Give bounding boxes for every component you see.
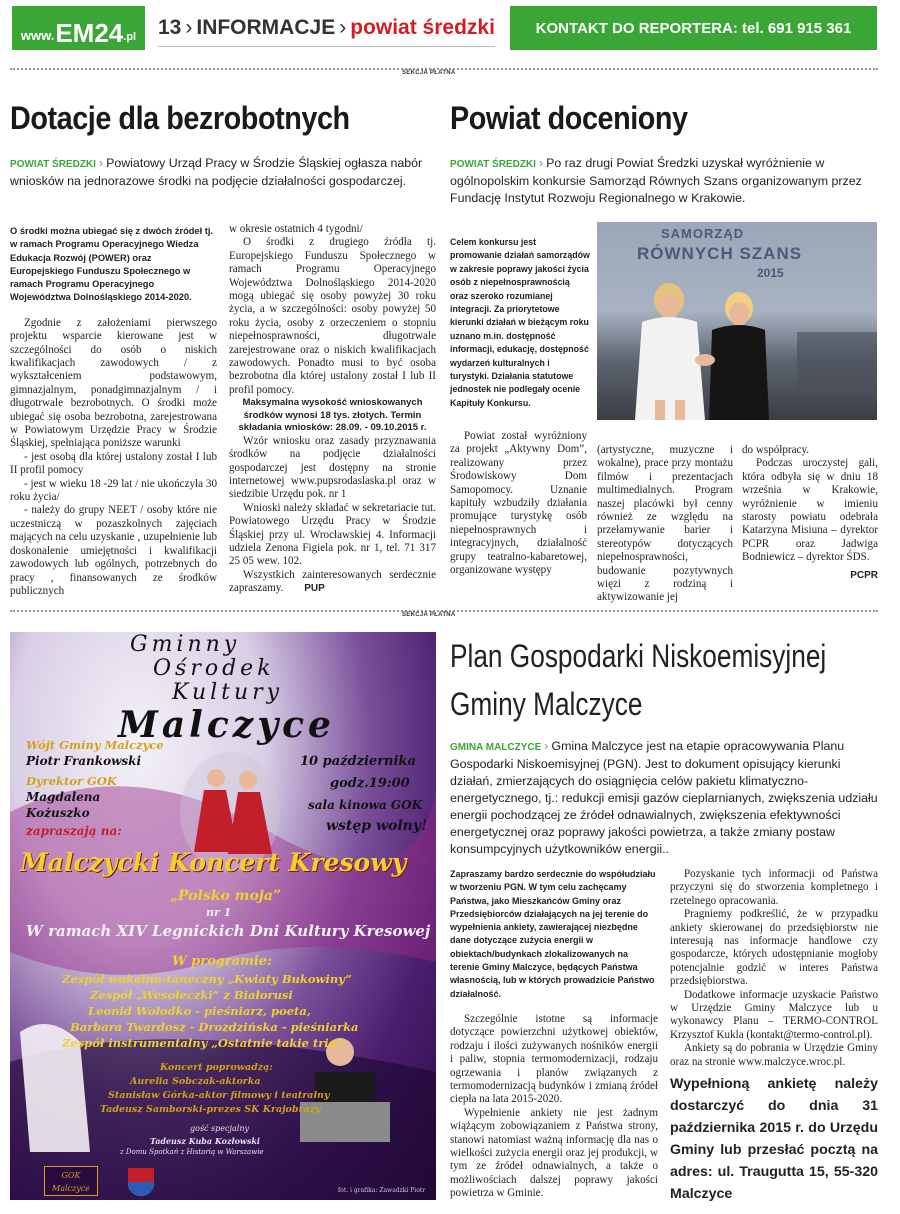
- concert-poster: [10, 632, 436, 1200]
- poster-host-role1: Wójt Gminy Malczyce: [26, 738, 164, 752]
- reporter-contact[interactable]: KONTAKT DO REPORTERA: tel. 691 915 361: [510, 6, 877, 50]
- article1-bullet: - jest w wieku 18 -29 lat / nie ukończyła 30 roku życia/: [10, 477, 217, 504]
- article1-column-1: [10, 225, 217, 598]
- article3-intro: Zapraszamy bardzo serdecznie do współudziału w tworzeniu PGN. W tym celu zachęcamy Państwa, jako Mieszkańców Gminy oraz Przedsiębiorców działających na jej terenie do wypełnienia ankiety, zawierającej niezbędne dane dotyczące zużycia energii w obiektach/budynkach zlokalizowanych na terenie Gminy Malczyce, będących Państwa własnością, lub w których prowadzicie Państwo działalność.: [450, 869, 656, 999]
- photo-banner-year: 2015: [757, 266, 784, 280]
- photo-banner-line1: SAMORZĄD: [661, 226, 745, 241]
- paid-section-label: SEKCJA PŁATNA: [402, 612, 456, 618]
- article1-paragraph: O środki z drugiego źródła tj. Europejskiego Funduszu Społecznego w ramach Programu Operacyjnego Województwa Dolnośląskiego 2014-2020 mogą ubiegać się osoby powyżej 30 roku życia, a w szczególności: osoby powyżej 50 roku życia, osoby z orzeczeniem o stopniu niepełnosprawności, długotrwale zarejestrowane oraz o niskich kwalifikacjach zawodowych. Ponadto musi to być osoba bezrobotna dla której ustalony został I lub II profil pomocy.: [229, 236, 436, 396]
- poster-subtitle: „Polsko moja”: [170, 888, 281, 904]
- poster-time: godz.19:00: [330, 776, 410, 791]
- article2-lead: [450, 155, 878, 207]
- article3-paragraph: Pozyskanie tych informacji od Państwa przyczyni się do stworzenia kompletnego i rzetelnego opracowania.: [670, 868, 878, 907]
- article2-column-1: [450, 430, 587, 577]
- article1-paragraph: Wzór wniosku oraz zasady przyznawania środków na podjęcie działalności gospodarczej jest dostępny na stronie internetowej www.pupsrodaslaska.pl oraz w siedzibie Urzędu pok. nr 1: [229, 434, 436, 501]
- article1-paragraph: w okresie ostatnich 4 tygodni/: [229, 223, 363, 235]
- poster-hosts-label: Koncert poprowadzą:: [160, 1062, 273, 1073]
- poster-invite: zapraszają na:: [26, 824, 122, 838]
- poster-program-item: Zespół wokalno-taneczny „Kwiaty Bukowiny”: [62, 972, 352, 986]
- coat-of-arms-icon: [128, 1168, 154, 1196]
- poster-mc: Tadeusz Samborski-prezes SK Krajobrazy: [100, 1104, 321, 1115]
- poster-program-label: W programie:: [172, 954, 272, 969]
- poster-credit: fot. i grafika: Zawadzki Piotr: [338, 1187, 426, 1194]
- article3-paragraph: Wypełnienie ankiety nie jest żadnym wiążącym zobowiązaniem z Państwa strony, stanowi natomiast ważną informację dla nas o wielkości zużycia energii oraz jej produkcji, w tym ze źródeł odnawialnych, a także o możliwościach dalszej poprawy jakości powietrza w Gminie.: [450, 1106, 658, 1200]
- poster-festival: W ramach XIV Legnickich Dni Kultury Kresowej: [26, 922, 431, 940]
- poster-host-name1: Piotr Frankowski: [26, 754, 142, 768]
- logo-www: www.: [20, 28, 55, 43]
- paid-section-label: SEKCJA PŁATNA: [402, 70, 456, 76]
- poster-program-item: Leonid Wołodko - pieśniarz, poeta,: [88, 1004, 311, 1018]
- poster-venue: sala kinowa GOK: [308, 798, 423, 812]
- poster-title-line1: Gminny: [130, 632, 241, 657]
- chevron-right-icon: ›: [538, 156, 544, 170]
- article1-intro: O środki można ubiegać się z dwóch źródeł tj. w ramach Programu Operacyjnego Wiedza Edukacja Rozwój (POWER) oraz Europejskiego Funduszu Społecznego w ramach Programu Operacyjnego Województwa Dolnośląskiego 2014-2020.: [10, 226, 214, 303]
- article1-signature: PUP: [304, 583, 325, 595]
- chevron-right-icon: ›: [339, 16, 347, 39]
- poster-entry: wstęp wolny!: [326, 818, 428, 834]
- article2-paragraph: (artystyczne, muzyczne i wokalne), prace przy montażu filmów i prezentacjach multimedialnych. Program naszej placówki był cenny również ze względu na przełamywanie barier i stereotypów dotyczących niepełnosprawności, budowanie pozytywnych więzi z rodziną i aktywizowanie jej: [597, 444, 733, 604]
- article2-paragraph: do współpracy.: [742, 444, 810, 456]
- article1-title: Dotacje dla bezrobotnych: [10, 100, 350, 136]
- article3-lead-text: Gmina Malczyce jest na etapie opracowywania Planu Gospodarki Niskoemisyjnej (PGN). Jest to dokument opisujący kierunki działań, zmierzających do osiągnięcia celów pakietu klimatyczno-energetycznego, tj.: redukcji emisji gazów cieplarnianych, zwiększenia udziału energii pochodzącej ze źródeł odnawialnych, zwiększenia efektywności energetycznej oraz poprawy jakości powietrza, a także zmiany postaw konsumpcyjnych użytkowników energii..: [450, 739, 878, 856]
- article2-intro: Celem konkursu jest promowanie działań samorządów w zakresie poprawy jakości życia osób z niepełnosprawnością oraz szeroko rozumianej integracji. Za priorytetowe kierunki działań w bieżącym roku uznano m.in. dostępność informacji, edukację, dostępność wydarzeń kulturalnych i turystyki. Działania statutowe jednostek nie podlegały ocenie Kapituły Konkursu.: [450, 237, 590, 408]
- poster-title-line4: Malczyce: [118, 704, 335, 746]
- poster-title-line2: Ośrodek: [153, 656, 275, 681]
- article2-lead-text: Po raz drugi Powiat Średzki uzyskał wyróżnienie w ogólnopolskim konkursie Samorząd Równych Szans organizowanym przez Fundację Instytut Rozwoju Regionalnego w Krakowie.: [450, 156, 862, 205]
- page-number: 13: [158, 16, 182, 39]
- article3-paragraph: Dodatkowe informacje uzyskacie Państwo w Urzędzie Gminy Malczyce lub u wykonawcy Planu – TERMO-CONTROL Krzysztof Kukla (kontakt@termo-control.pl).: [670, 988, 878, 1041]
- article3-paragraph: Szczególnie istotne są informacje dotyczące powierzchni użytkowej obiektów, rodzaju i ilości zużywanych nośników energii i paliw, stopnia termomodernizacji, rodzaju ogrzewania i planów związanych z termomodernizacją budynków i zmianą źródeł ciepła na lata 2015-2020.: [450, 1012, 658, 1106]
- logo-brand: EM24: [55, 18, 124, 48]
- poster-guest: Tadeusz Kuba Kozłowski: [150, 1136, 260, 1146]
- chevron-right-icon: ›: [185, 16, 193, 39]
- article1-bullet: - jest osobą dla której ustalony został I lub II profil pomocy: [10, 450, 217, 477]
- poster-event-title: Malczycki Koncert Kresowy: [20, 848, 407, 877]
- article1-column-2: [229, 223, 436, 596]
- article1-paragraph: Zgodnie z założeniami pierwszego projektu wsparcie kierowane jest w szczególności do osób o niskich kwalifikacjach zawodowych / z wykształceniem podstawowym, gimnazjalnym, ponadgimnazjalnym / i długotrwale bezrobotnych. O środki może ubiegać się osoba bezrobotna, zarejestrowana w Powiatowym Urzędzie Pracy w Środzie Śląskiej, spełniająca poniższe warunki: [10, 316, 217, 450]
- site-logo[interactable]: [12, 6, 145, 50]
- poster-mc: Stanisław Górka-aktor filmowy i teatralny: [108, 1090, 330, 1101]
- article1-lead-text: Powiatowy Urząd Pracy w Środzie Śląskiej ogłasza nabór wniosków na jednorazowe środki na podjęcie działalności gospodarczej.: [10, 156, 423, 188]
- region-name: powiat średzki: [350, 16, 495, 39]
- award-photo: [597, 222, 877, 420]
- poster-host-name2b: Kożuszko: [26, 806, 90, 820]
- article3-tag[interactable]: GMINA MALCZYCE: [450, 742, 542, 753]
- article2-paragraph: Podczas uroczystej gali, która odbyła się w dniu 18 września w Krakowie, wyróżnienie w imieniu starosty powiatu odebrała Katarzyna Misiuna – dyrektor PCPR oraz Jadwiga Bodniewicz – dyrektor ŚDS.: [742, 457, 878, 564]
- poster-guest-org: z Domu Spotkań z Historią w Warszawie: [120, 1148, 264, 1156]
- poster-mc: Aurelia Sobczak-aktorka: [130, 1076, 261, 1087]
- gok-logo: GOK Malczyce: [44, 1166, 98, 1196]
- section-name: INFORMACJE: [196, 16, 336, 39]
- article3-title-line1: Plan Gospodarki Niskoemisyjnej: [450, 638, 827, 674]
- article1-lead: [10, 155, 435, 190]
- poster-part: nr 1: [206, 906, 232, 919]
- photo-people: [597, 222, 877, 420]
- article3-column-1: [450, 868, 658, 1201]
- article1-paragraph: Wnioski należy składać w sekretariacie tut. Powiatowego Urzędu Pracy w Środzie Śląskiej przy ul. Wrocławskiej 4. Informacji udziela Zenona Figiela pok. nr 1, tel. 71 317 25 05 wew. 102.: [229, 501, 436, 568]
- article2-column-3: [742, 444, 878, 582]
- article1-paragraph: Wszystkich zainteresowanych serdecznie zapraszamy. PUP: [229, 568, 436, 595]
- chevron-right-icon: ›: [98, 156, 104, 170]
- poster-guest-label: gość specjalny: [190, 1124, 249, 1133]
- photo-banner-line2: RÓWNYCH SZANS: [637, 244, 803, 263]
- poster-title-line3: Kultury: [172, 680, 284, 705]
- article3-paragraph: Pragniemy podkreślić, że w przypadku ankiety skierowanej do przedsiębiorstw nie interesują nas informacje handlowe czy gospodarcze, których udostępnianie mogłoby potencjalnie godzić w interes Państwa przedsiębiorstwa.: [670, 908, 878, 988]
- poster-program-item: Barbara Twardosz - Drozdzińska - pieśniarka: [70, 1020, 359, 1034]
- article2-signature: PCPR: [850, 569, 878, 581]
- article3-column-2: [670, 868, 878, 1205]
- poster-program-item: Zespół instrumentalny „Ostatnie takie trio”: [62, 1036, 343, 1050]
- article3-callout: Wypełnioną ankietę należy dostarczyć do dnia 31 października 2015 r. do Urzędu Gminy lub przesłać pocztą na adres: ul. Traugutta 15, 55-320 Malczyce: [670, 1076, 878, 1203]
- article1-highlight: Maksymalna wysokość wnioskowanych środków wynosi 18 tys. złotych. Termin składania wniosków: 28.09. - 09.10.2015 r.: [238, 397, 427, 434]
- article2-tag[interactable]: POWIAT ŚREDZKI: [450, 159, 536, 170]
- article3-lead: [450, 738, 878, 858]
- article3-paragraph: Ankiety są do pobrania w Urzędzie Gminy oraz na stronie www.malczyce.wroc.pl.: [670, 1042, 878, 1068]
- poster-host-role2: Dyrektor GOK: [26, 774, 117, 788]
- article2-paragraph: Powiat został wyróżniony za projekt „Aktywny Dom”, realizowany przez Środowiskowy Dom Samopomocy. Uznanie kapituły wzbudziły działania promujące turystykę osób niepełnosprawnych i integracyjnych, działalność grupy teatralno-kabaretowej, organizowane występy: [450, 430, 587, 577]
- poster-program-item: Zespół „Wesołeczki” z Białorusi: [90, 988, 293, 1002]
- article2-column-2: [597, 444, 733, 605]
- article3-title-line2: Gminy Malczyce: [450, 686, 643, 722]
- poster-date: 10 października: [300, 754, 416, 769]
- article1-bullet: - należy do grupy NEET / osoby które nie uczestniczą w pozaszkolnych zajęciach mających na celu uzyskanie , uzupełnienie lub doskonalenie umiejętności i kwalifikacji zawodowych lub ogólnych, potrzebnych do pracy , finansowanych ze środków publicznych: [10, 504, 217, 597]
- chevron-right-icon: ›: [544, 739, 549, 753]
- poster-host-name2a: Magdalena: [26, 790, 101, 804]
- article2-title: Powiat doceniony: [450, 100, 688, 136]
- article1-tag[interactable]: POWIAT ŚREDZKI: [10, 159, 96, 170]
- logo-tld: .pl: [123, 31, 137, 43]
- page-section-bar: [158, 16, 495, 47]
